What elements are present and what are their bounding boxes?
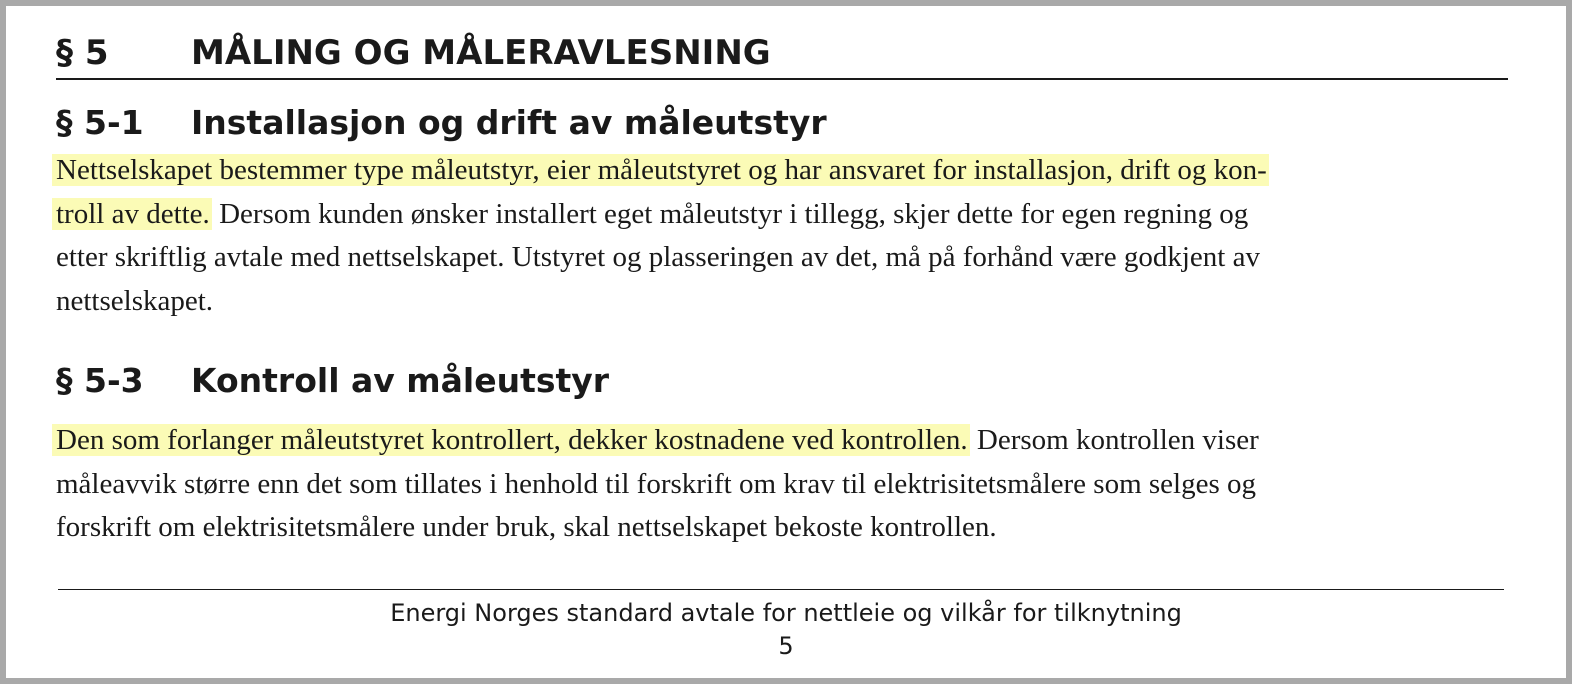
- paragraph-line: [56, 419, 1516, 463]
- subsection-title: Kontroll av måleutstyr: [191, 361, 610, 400]
- paragraph-line: [56, 506, 1516, 550]
- paragraph-line: [56, 193, 1516, 237]
- paragraph-line: [56, 236, 1516, 280]
- paragraph-control: [56, 419, 1516, 550]
- highlighted-text: Den som forlanger måleutstyret kontrollert, dekker kostnadene ved kontrollen.: [52, 424, 970, 456]
- section-number: § 5: [56, 33, 109, 73]
- subsection-title: Installasjon og drift av måleutstyr: [191, 103, 827, 142]
- highlighted-text: Nettselskapet bestemmer type måleutstyr, eier måleutstyret og har ansvaret for installasjon, drift og kon-: [52, 154, 1269, 186]
- paragraph-line: [56, 149, 1516, 193]
- text-run: Dersom kontrollen viser: [969, 424, 1259, 456]
- footer-divider: [58, 589, 1504, 590]
- paragraph-line: [56, 280, 1516, 324]
- subsection-number: § 5-3: [56, 361, 144, 400]
- text-run: forskrift om elektrisitetsmålere under bruk, skal nettselskapet bekoste kontrollen.: [56, 511, 997, 543]
- text-run: nettselskapet.: [56, 284, 214, 317]
- footer-title: Energi Norges standard avtale for nettleie og vilkår for tilknytning: [390, 599, 1182, 627]
- section-title: MÅLING OG MÅLERAVLESNING: [191, 33, 771, 73]
- text-run: etter skriftlig avtale med nettselskapet. Utstyret og plasseringen av det, må på forhånd være godkjent av: [56, 241, 1260, 273]
- page-number: 5: [778, 632, 794, 660]
- subsection-number: § 5-1: [56, 103, 144, 142]
- paragraph-installation: [56, 149, 1516, 323]
- highlighted-text: troll av dette.: [52, 198, 212, 230]
- text-run: måleavvik større enn det som tillates i henhold til forskrift om krav til elektrisitetsmålere som selges og: [56, 467, 1257, 500]
- heading-divider: [56, 78, 1508, 80]
- paragraph-line: [56, 463, 1516, 507]
- text-run: Dersom kunden ønsker installert eget måleutstyr i tillegg, skjer dette for egen regning og: [211, 197, 1249, 230]
